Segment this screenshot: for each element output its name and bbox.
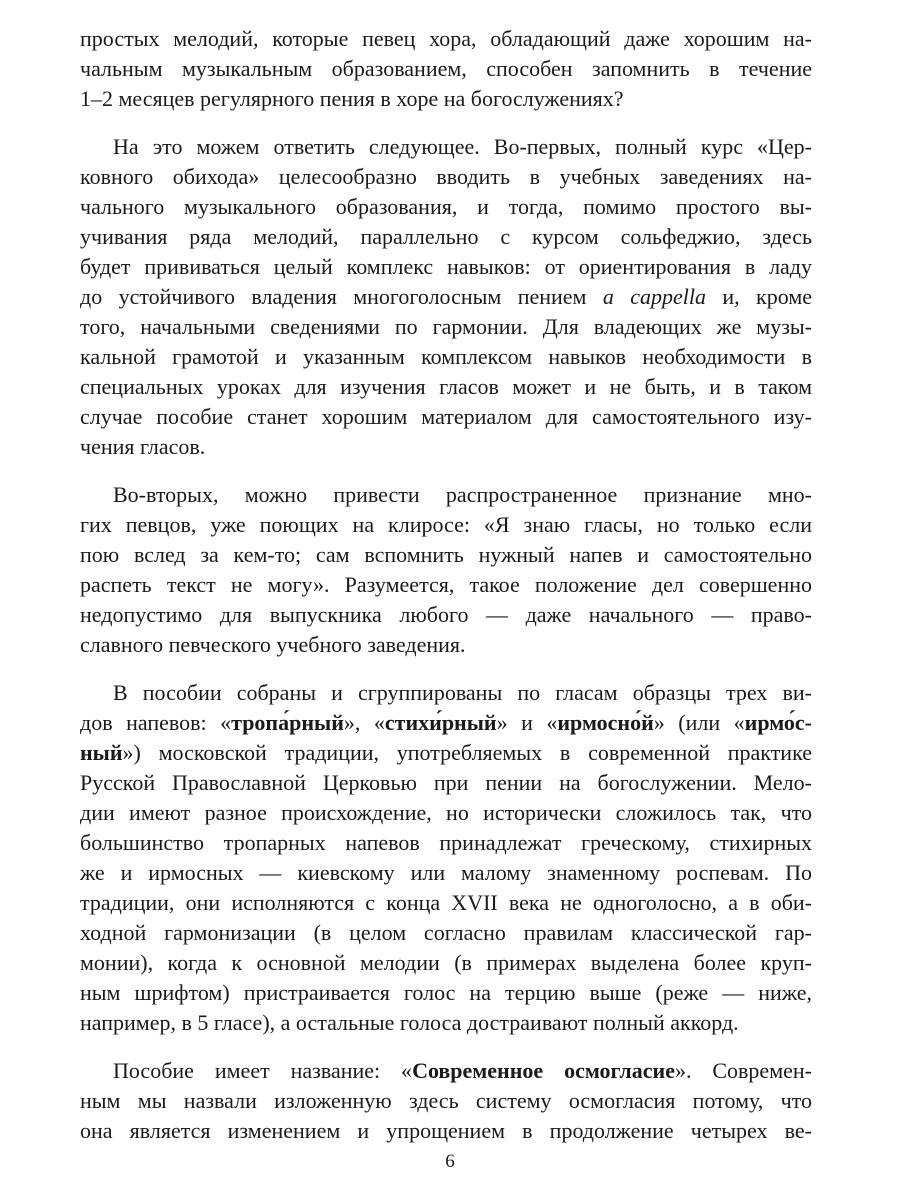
text-run: специальных уроках для изучения гласов может и не быть, и в таком xyxy=(80,374,812,399)
paragraph xyxy=(80,24,812,114)
text-line xyxy=(80,222,812,252)
text-line xyxy=(80,342,812,372)
text-line xyxy=(80,678,812,708)
paragraph xyxy=(80,480,812,660)
text-run: будет прививаться целый комплекс навыков: от ориентирования в ладу xyxy=(80,254,812,279)
text-line xyxy=(80,768,812,798)
text-run: случае пособие станет хорошим материалом для самостоятельного изу- xyxy=(80,404,812,429)
text-run: чального музыкального образования, и тогда, помимо простого вы- xyxy=(80,194,812,219)
text-line xyxy=(80,888,812,918)
text-run: до устойчивого владения многоголосным пением xyxy=(80,284,603,309)
text-run: недопустимо для выпускника любого — даже начального — право- xyxy=(80,602,812,627)
text-run: 1–2 месяцев регулярного пения в хоре на богослужениях? xyxy=(80,86,624,111)
text-line xyxy=(80,1056,812,1086)
text-run: и, кроме xyxy=(706,284,812,309)
bold-term: тропа́рный xyxy=(231,710,344,735)
text-line xyxy=(80,432,812,462)
text-run: ным шрифтом) пристраивается голос на терцию выше (реже — ниже, xyxy=(80,980,812,1005)
text-line xyxy=(80,510,812,540)
text-run: кальной грамотой и указанным комплексом навыков необходимости в xyxy=(80,344,812,369)
text-run: пою вслед за кем-то; сам вспомнить нужный напев и самостоятельно xyxy=(80,542,812,567)
text-line xyxy=(80,918,812,948)
text-line xyxy=(80,312,812,342)
text-run: ») московской традиции, употребляемых в современной практике xyxy=(122,740,812,765)
text-run: простых мелодий, которые певец хора, обладающий даже хорошим на- xyxy=(80,26,812,51)
text-line xyxy=(80,1086,812,1116)
text-run: Во-вторых, можно привести распространенное признание мно- xyxy=(113,482,812,507)
text-line xyxy=(80,978,812,1008)
page-number: 6 xyxy=(445,1151,455,1172)
text-run: распеть текст не могу». Разумеется, такое положение дел совершенно xyxy=(80,572,812,597)
text-run: традиции, они исполняются с конца XVII века не одноголосно, а в оби- xyxy=(80,890,812,915)
bold-term: ирмо́с- xyxy=(744,710,812,735)
text-run: дии имеют разное происхождение, но исторически сложилось так, что xyxy=(80,800,812,825)
text-line xyxy=(80,132,812,162)
text-run: большинство тропарных напевов принадлежат греческому, стихирных xyxy=(80,830,812,855)
text-line xyxy=(80,540,812,570)
text-line xyxy=(80,54,812,84)
paragraph xyxy=(80,132,812,462)
text-run: ходной гармонизации (в целом согласно правилам классической гар- xyxy=(80,920,812,945)
text-run: того, начальными сведениями по гармонии. Для владеющих же музы- xyxy=(80,314,812,339)
text-run: » (или « xyxy=(653,710,745,735)
paragraph xyxy=(80,1056,812,1146)
bold-term: ный xyxy=(80,740,123,765)
text-line xyxy=(80,252,812,282)
text-line xyxy=(80,480,812,510)
text-line xyxy=(80,84,812,114)
text-line xyxy=(80,1116,812,1146)
text-run: Русской Православной Церковью при пении на богослужении. Мело- xyxy=(80,770,812,795)
text-run: На это можем ответить следующее. Во-первых, полный курс «Цер- xyxy=(113,134,812,159)
text-run: чальным музыкальным образованием, способен запомнить в течение xyxy=(80,56,812,81)
text-line xyxy=(80,948,812,978)
text-run: дов напевов: « xyxy=(80,710,232,735)
text-run: монии), когда к основной мелодии (в примерах выделена более круп- xyxy=(80,950,812,975)
text-line xyxy=(80,162,812,192)
text-line xyxy=(80,798,812,828)
text-run: учивания ряда мелодий, параллельно с курсом сольфеджио, здесь xyxy=(80,224,812,249)
text-run: гих певцов, уже поющих на клиросе: «Я знаю гласы, но только если xyxy=(80,512,812,537)
text-line xyxy=(80,738,812,768)
text-run: Пособие имеет название: « xyxy=(113,1058,413,1083)
text-run: », « xyxy=(343,710,385,735)
text-line xyxy=(80,708,812,738)
text-line xyxy=(80,402,812,432)
text-line xyxy=(80,372,812,402)
bold-term: стихи́рный xyxy=(384,710,497,735)
text-line xyxy=(80,858,812,888)
text-run: » и « xyxy=(496,710,558,735)
italic-term: a cappella xyxy=(602,284,707,309)
text-run: чения гласов. xyxy=(80,434,206,459)
text-line xyxy=(80,282,812,312)
text-run: ». Современ- xyxy=(674,1058,812,1083)
text-run: ным мы назвали изложенную здесь систему осмогласия потому, что xyxy=(80,1088,812,1113)
text-run: же и ирмосных — киевскому или малому знаменному роспевам. По xyxy=(80,860,812,885)
text-run: она является изменением и упрощением в продолжение четырех ве- xyxy=(80,1118,812,1143)
text-run: ковного обихода» целесообразно вводить в учебных заведениях на- xyxy=(80,164,812,189)
paragraph xyxy=(80,678,812,1038)
text-run: например, в 5 гласе), а остальные голоса достраивают полный аккорд. xyxy=(80,1010,739,1035)
text-line xyxy=(80,828,812,858)
text-run: славного певческого учебного заведения. xyxy=(80,632,466,657)
text-line xyxy=(80,24,812,54)
body-text xyxy=(80,24,812,1164)
text-line xyxy=(80,570,812,600)
bold-term: ирмосно́й xyxy=(557,710,654,735)
text-line xyxy=(80,1008,812,1038)
text-line xyxy=(80,600,812,630)
text-line xyxy=(80,630,812,660)
text-run: В пособии собраны и сгруппированы по гласам образцы трех ви- xyxy=(113,680,812,705)
text-line xyxy=(80,192,812,222)
bold-term: Современное осмогласие xyxy=(412,1058,675,1083)
